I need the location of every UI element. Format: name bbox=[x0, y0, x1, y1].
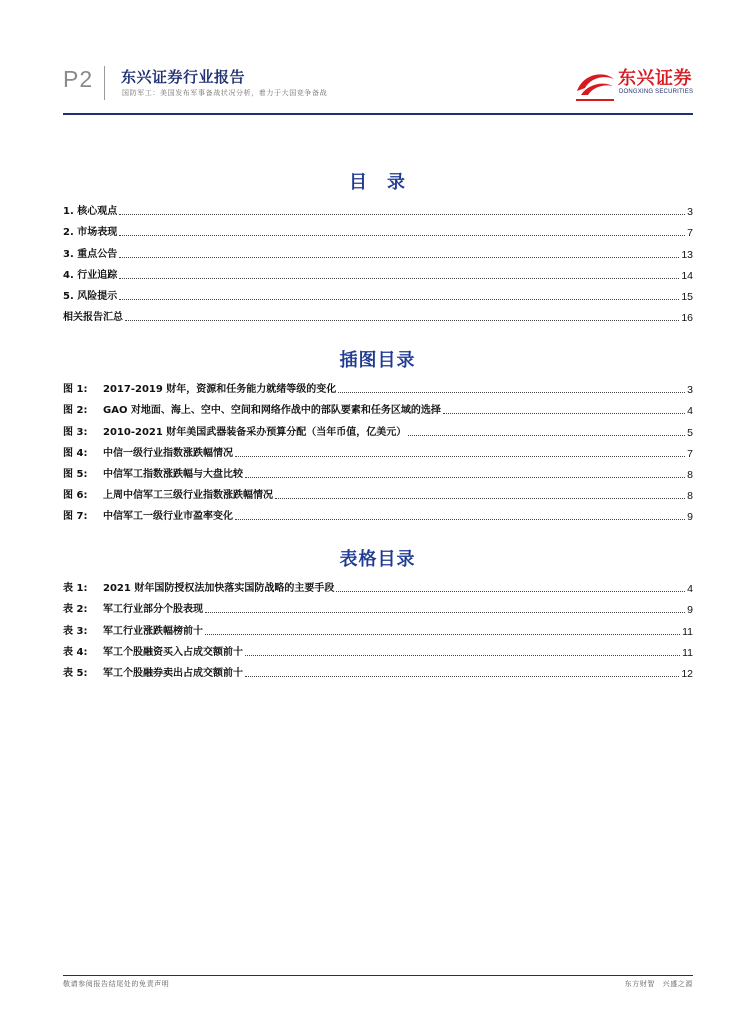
dot-leader bbox=[338, 392, 685, 393]
toc-entry-caption: GAO 对地面、海上、空中、空间和网络作战中的部队要素和任务区域的选择 bbox=[103, 405, 441, 417]
toc-entry[interactable] bbox=[63, 303, 693, 324]
dot-leader bbox=[119, 278, 679, 279]
toc-entry-caption: 中信军工指数涨跌幅与大盘比较 bbox=[103, 468, 243, 480]
toc-entry-page: 11 bbox=[682, 625, 693, 638]
toc-entry-page: 4 bbox=[687, 405, 693, 418]
toc-entry-page: 3 bbox=[687, 384, 693, 397]
toc-entry-number: 图 7: bbox=[63, 511, 88, 523]
dot-leader bbox=[205, 612, 685, 613]
toc-entry-number: 图 4: bbox=[63, 447, 88, 459]
toc-entry-page: 14 bbox=[681, 269, 693, 282]
toc-entry-caption: 2010-2021 财年美国武器装备采办预算分配（当年币值，亿美元） bbox=[103, 426, 407, 438]
toc-entry[interactable] bbox=[63, 574, 693, 595]
contents-list bbox=[63, 197, 693, 324]
toc-entry-number: 表 3: bbox=[63, 625, 88, 637]
figures-list bbox=[63, 375, 693, 523]
toc-entry-caption: 2017-2019 财年，资源和任务能力就绪等级的变化 bbox=[103, 384, 337, 396]
footer-disclaimer: 敬请参阅报告结尾处的免责声明 bbox=[63, 980, 170, 988]
toc-entry-page: 13 bbox=[681, 248, 693, 261]
toc-entry-label: 3. 重点公告 bbox=[63, 248, 118, 260]
toc-entry-caption: 军工行业涨跌幅榜前十 bbox=[103, 625, 203, 637]
dot-leader bbox=[245, 477, 685, 478]
toc-entry-number: 表 1: bbox=[63, 583, 88, 595]
toc-entry-caption: 军工个股融资买入占成交额前十 bbox=[103, 646, 243, 658]
toc-entry[interactable] bbox=[63, 282, 693, 303]
toc-entry[interactable] bbox=[63, 460, 693, 481]
toc-entry[interactable] bbox=[63, 616, 693, 637]
toc-entry-caption: 军工个股融券卖出占成交额前十 bbox=[103, 667, 243, 679]
toc-entry-number: 图 5: bbox=[63, 468, 88, 480]
toc-entry-page: 9 bbox=[687, 604, 693, 617]
toc-entry[interactable] bbox=[63, 638, 693, 659]
toc-entry-page: 11 bbox=[682, 646, 693, 659]
toc-entry-number: 图 6: bbox=[63, 490, 88, 502]
dot-leader bbox=[119, 214, 685, 215]
dot-leader bbox=[443, 413, 685, 414]
toc-entry-number: 表 5: bbox=[63, 667, 88, 679]
toc-entry[interactable] bbox=[63, 218, 693, 239]
toc-entry-number: 表 2: bbox=[63, 604, 88, 616]
toc-entry-page: 15 bbox=[681, 290, 693, 303]
toc-entry-page: 12 bbox=[681, 667, 693, 680]
page-header bbox=[0, 0, 755, 120]
dot-leader bbox=[275, 498, 685, 499]
dot-leader bbox=[408, 435, 685, 436]
toc-entry-page: 7 bbox=[687, 447, 693, 460]
toc-entry-caption: 上周中信军工三级行业指数涨跌幅情况 bbox=[103, 490, 273, 502]
dot-leader bbox=[235, 519, 685, 520]
dot-leader bbox=[205, 634, 680, 635]
toc-entry-page: 5 bbox=[687, 426, 693, 439]
toc-entry-caption: 中信一级行业指数涨跌幅情况 bbox=[103, 447, 233, 459]
toc-entry-caption: 中信军工一级行业市盈率变化 bbox=[103, 511, 233, 523]
dot-leader bbox=[235, 456, 685, 457]
toc-entry-number: 图 2: bbox=[63, 405, 88, 417]
toc-entry-caption: 2021 财年国防授权法加快落实国防战略的主要手段 bbox=[103, 583, 335, 595]
toc-entry[interactable] bbox=[63, 396, 693, 417]
dot-leader bbox=[336, 591, 685, 592]
toc-entry-label: 1. 核心观点 bbox=[63, 206, 118, 218]
dot-leader bbox=[125, 320, 679, 321]
toc-entry[interactable] bbox=[63, 375, 693, 396]
company-logo bbox=[573, 64, 701, 104]
tables-title: 表格目录 bbox=[339, 549, 416, 570]
toc-entry[interactable] bbox=[63, 439, 693, 460]
toc-entry[interactable] bbox=[63, 595, 693, 616]
dot-leader bbox=[119, 257, 679, 258]
toc-entry-page: 9 bbox=[687, 511, 693, 524]
toc-entry-page: 16 bbox=[681, 312, 693, 325]
toc-entry-number: 表 4: bbox=[63, 646, 88, 658]
toc-entry[interactable] bbox=[63, 417, 693, 438]
toc-entry-label: 相关报告汇总 bbox=[63, 312, 123, 324]
toc-entry-page: 3 bbox=[687, 206, 693, 219]
toc-entry-caption: 军工行业部分个股表现 bbox=[103, 604, 203, 616]
dot-leader bbox=[245, 676, 679, 677]
toc-entry-label: 5. 风险提示 bbox=[63, 290, 118, 302]
toc-entry[interactable] bbox=[63, 659, 693, 680]
toc-entry-page: 8 bbox=[687, 468, 693, 481]
contents-title: 目 录 bbox=[349, 172, 406, 193]
tables-list bbox=[63, 574, 693, 680]
toc-entry[interactable] bbox=[63, 502, 693, 523]
report-title: 东兴证券行业报告 bbox=[121, 68, 246, 86]
toc-entry[interactable] bbox=[63, 481, 693, 502]
report-subtitle: 国防军工：美国发布军事备战状况分析，着力于大国竞争备战 bbox=[122, 89, 328, 97]
dot-leader bbox=[119, 299, 679, 300]
toc-entry-page: 8 bbox=[687, 490, 693, 503]
toc-entry-number: 图 1: bbox=[63, 384, 88, 396]
header-rule bbox=[63, 113, 693, 115]
toc-entry-page: 7 bbox=[687, 227, 693, 240]
dot-leader bbox=[119, 235, 685, 236]
page-number: P2 bbox=[63, 66, 94, 92]
logo-en-text: DONGXING SECURITIES bbox=[619, 89, 694, 95]
toc-entry-page: 4 bbox=[687, 583, 693, 596]
logo-mark-icon bbox=[573, 64, 617, 104]
footer-slogan: 东方财智 兴盛之源 bbox=[624, 980, 693, 988]
footer-rule bbox=[63, 975, 693, 976]
header-divider bbox=[104, 66, 105, 100]
toc-entry[interactable] bbox=[63, 261, 693, 282]
toc-entry[interactable] bbox=[63, 239, 693, 260]
toc-entry-label: 2. 市场表现 bbox=[63, 227, 118, 239]
logo-cn-text: 东兴证券 bbox=[618, 68, 692, 89]
figures-title: 插图目录 bbox=[339, 350, 416, 371]
toc-entry-number: 图 3: bbox=[63, 426, 88, 438]
toc-entry[interactable] bbox=[63, 197, 693, 218]
toc-entry-label: 4. 行业追踪 bbox=[63, 269, 118, 281]
dot-leader bbox=[245, 655, 680, 656]
